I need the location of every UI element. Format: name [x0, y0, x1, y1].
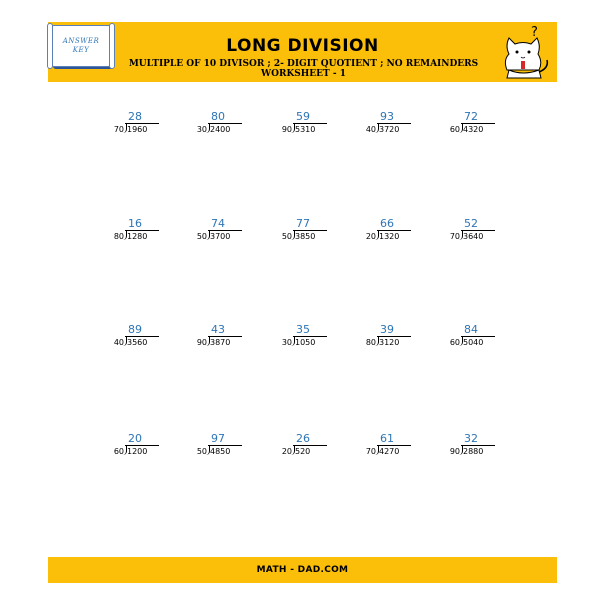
- divisor: 70: [365, 447, 376, 456]
- division-bar: [377, 445, 411, 446]
- dividend: 5310: [295, 125, 316, 134]
- division-bar: [293, 123, 327, 124]
- division-problem: [193, 432, 247, 468]
- dividend: 1280: [127, 232, 148, 241]
- division-problem: [278, 217, 332, 253]
- divisor: 50: [196, 447, 207, 456]
- dividend: 4850: [210, 447, 231, 456]
- divisor: 30: [196, 125, 207, 134]
- dividend: 3870: [210, 338, 231, 347]
- quotient-answer: 74: [211, 217, 225, 230]
- division-bar: [208, 336, 242, 337]
- division-bar: [125, 230, 159, 231]
- division-problem: [362, 432, 416, 468]
- page-subtitle: [108, 59, 499, 79]
- quotient-answer: 72: [464, 110, 478, 123]
- cat-question-mark: ?: [531, 25, 538, 40]
- division-bar: [377, 336, 411, 337]
- quotient-answer: 89: [128, 323, 142, 336]
- divisor: 80: [113, 232, 124, 241]
- division-problem: [110, 432, 164, 468]
- divisor: 70: [449, 232, 460, 241]
- divisor: 50: [196, 232, 207, 241]
- division-problem: [278, 432, 332, 468]
- footer-banner: [48, 557, 557, 583]
- dividend: 1200: [127, 447, 148, 456]
- dividend: 1050: [295, 338, 316, 347]
- dividend: 2400: [210, 125, 231, 134]
- quotient-answer: 77: [296, 217, 310, 230]
- division-problem: [110, 323, 164, 359]
- divisor: 90: [449, 447, 460, 456]
- quotient-answer: 35: [296, 323, 310, 336]
- divisor: 90: [196, 338, 207, 347]
- division-bar: [208, 123, 242, 124]
- divisor: 20: [281, 447, 292, 456]
- division-problem: [362, 110, 416, 146]
- quotient-answer: 39: [380, 323, 394, 336]
- dividend: 3850: [295, 232, 316, 241]
- division-bar: [125, 123, 159, 124]
- division-bar: [461, 123, 495, 124]
- division-bar: [461, 445, 495, 446]
- division-bar: [125, 445, 159, 446]
- header-banner: [48, 22, 557, 82]
- dividend: 3560: [127, 338, 148, 347]
- dividend: 2880: [463, 447, 484, 456]
- division-problem: [362, 323, 416, 359]
- answer-key-line2: KEY: [72, 46, 90, 54]
- division-bar: [125, 336, 159, 337]
- dividend: 520: [295, 447, 311, 456]
- divisor: 90: [281, 125, 292, 134]
- division-problem: [193, 110, 247, 146]
- division-bar: [377, 123, 411, 124]
- quotient-answer: 66: [380, 217, 394, 230]
- division-bar: [377, 230, 411, 231]
- division-problem: [193, 217, 247, 253]
- divisor: 80: [365, 338, 376, 347]
- division-bar: [293, 336, 327, 337]
- footer-site: MATH - DAD.COM: [256, 565, 349, 575]
- division-bar: [208, 445, 242, 446]
- dividend: 3640: [463, 232, 484, 241]
- dividend: 1320: [379, 232, 400, 241]
- quotient-answer: 61: [380, 432, 394, 445]
- quotient-answer: 59: [296, 110, 310, 123]
- page-title: LONG DIVISION: [226, 36, 379, 56]
- division-bar: [461, 230, 495, 231]
- division-problem: [278, 110, 332, 146]
- division-problem: [446, 110, 500, 146]
- division-problem: [446, 432, 500, 468]
- division-problem: [362, 217, 416, 253]
- division-problem: [446, 323, 500, 359]
- divisor: 70: [113, 125, 124, 134]
- dividend: 3700: [210, 232, 231, 241]
- divisor: 60: [449, 125, 460, 134]
- quotient-answer: 28: [128, 110, 142, 123]
- divisor: 60: [449, 338, 460, 347]
- quotient-answer: 80: [211, 110, 225, 123]
- division-bar: [293, 230, 327, 231]
- divisor: 50: [281, 232, 292, 241]
- divisor: 40: [113, 338, 124, 347]
- quotient-answer: 93: [380, 110, 394, 123]
- division-problem: [278, 323, 332, 359]
- divisor: 30: [281, 338, 292, 347]
- divisor: 60: [113, 447, 124, 456]
- division-bar: [461, 336, 495, 337]
- divisor: 20: [365, 232, 376, 241]
- division-bar: [293, 445, 327, 446]
- divisor: 40: [365, 125, 376, 134]
- dividend: 3720: [379, 125, 400, 134]
- quotient-answer: 20: [128, 432, 142, 445]
- dividend: 4270: [379, 447, 400, 456]
- dividend: 5040: [463, 338, 484, 347]
- division-problem: [446, 217, 500, 253]
- cat-mascot-icon: [501, 24, 553, 80]
- quotient-answer: 97: [211, 432, 225, 445]
- division-problem: [110, 110, 164, 146]
- division-problem: [193, 323, 247, 359]
- quotient-answer: 32: [464, 432, 478, 445]
- answer-key-line1: ANSWER: [62, 37, 100, 45]
- subtitle-line2: WORKSHEET - 1: [261, 69, 346, 79]
- quotient-answer: 52: [464, 217, 478, 230]
- division-problem: [110, 217, 164, 253]
- dividend: 3120: [379, 338, 400, 347]
- quotient-answer: 16: [128, 217, 142, 230]
- dividend: 4320: [463, 125, 484, 134]
- quotient-answer: 43: [211, 323, 225, 336]
- subtitle-line1: MULTIPLE OF 10 DIVISOR ; 2- DIGIT QUOTIENT ; NO REMAINDERS: [128, 59, 479, 69]
- quotient-answer: 84: [464, 323, 478, 336]
- quotient-answer: 26: [296, 432, 310, 445]
- dividend: 1960: [127, 125, 148, 134]
- division-bar: [208, 230, 242, 231]
